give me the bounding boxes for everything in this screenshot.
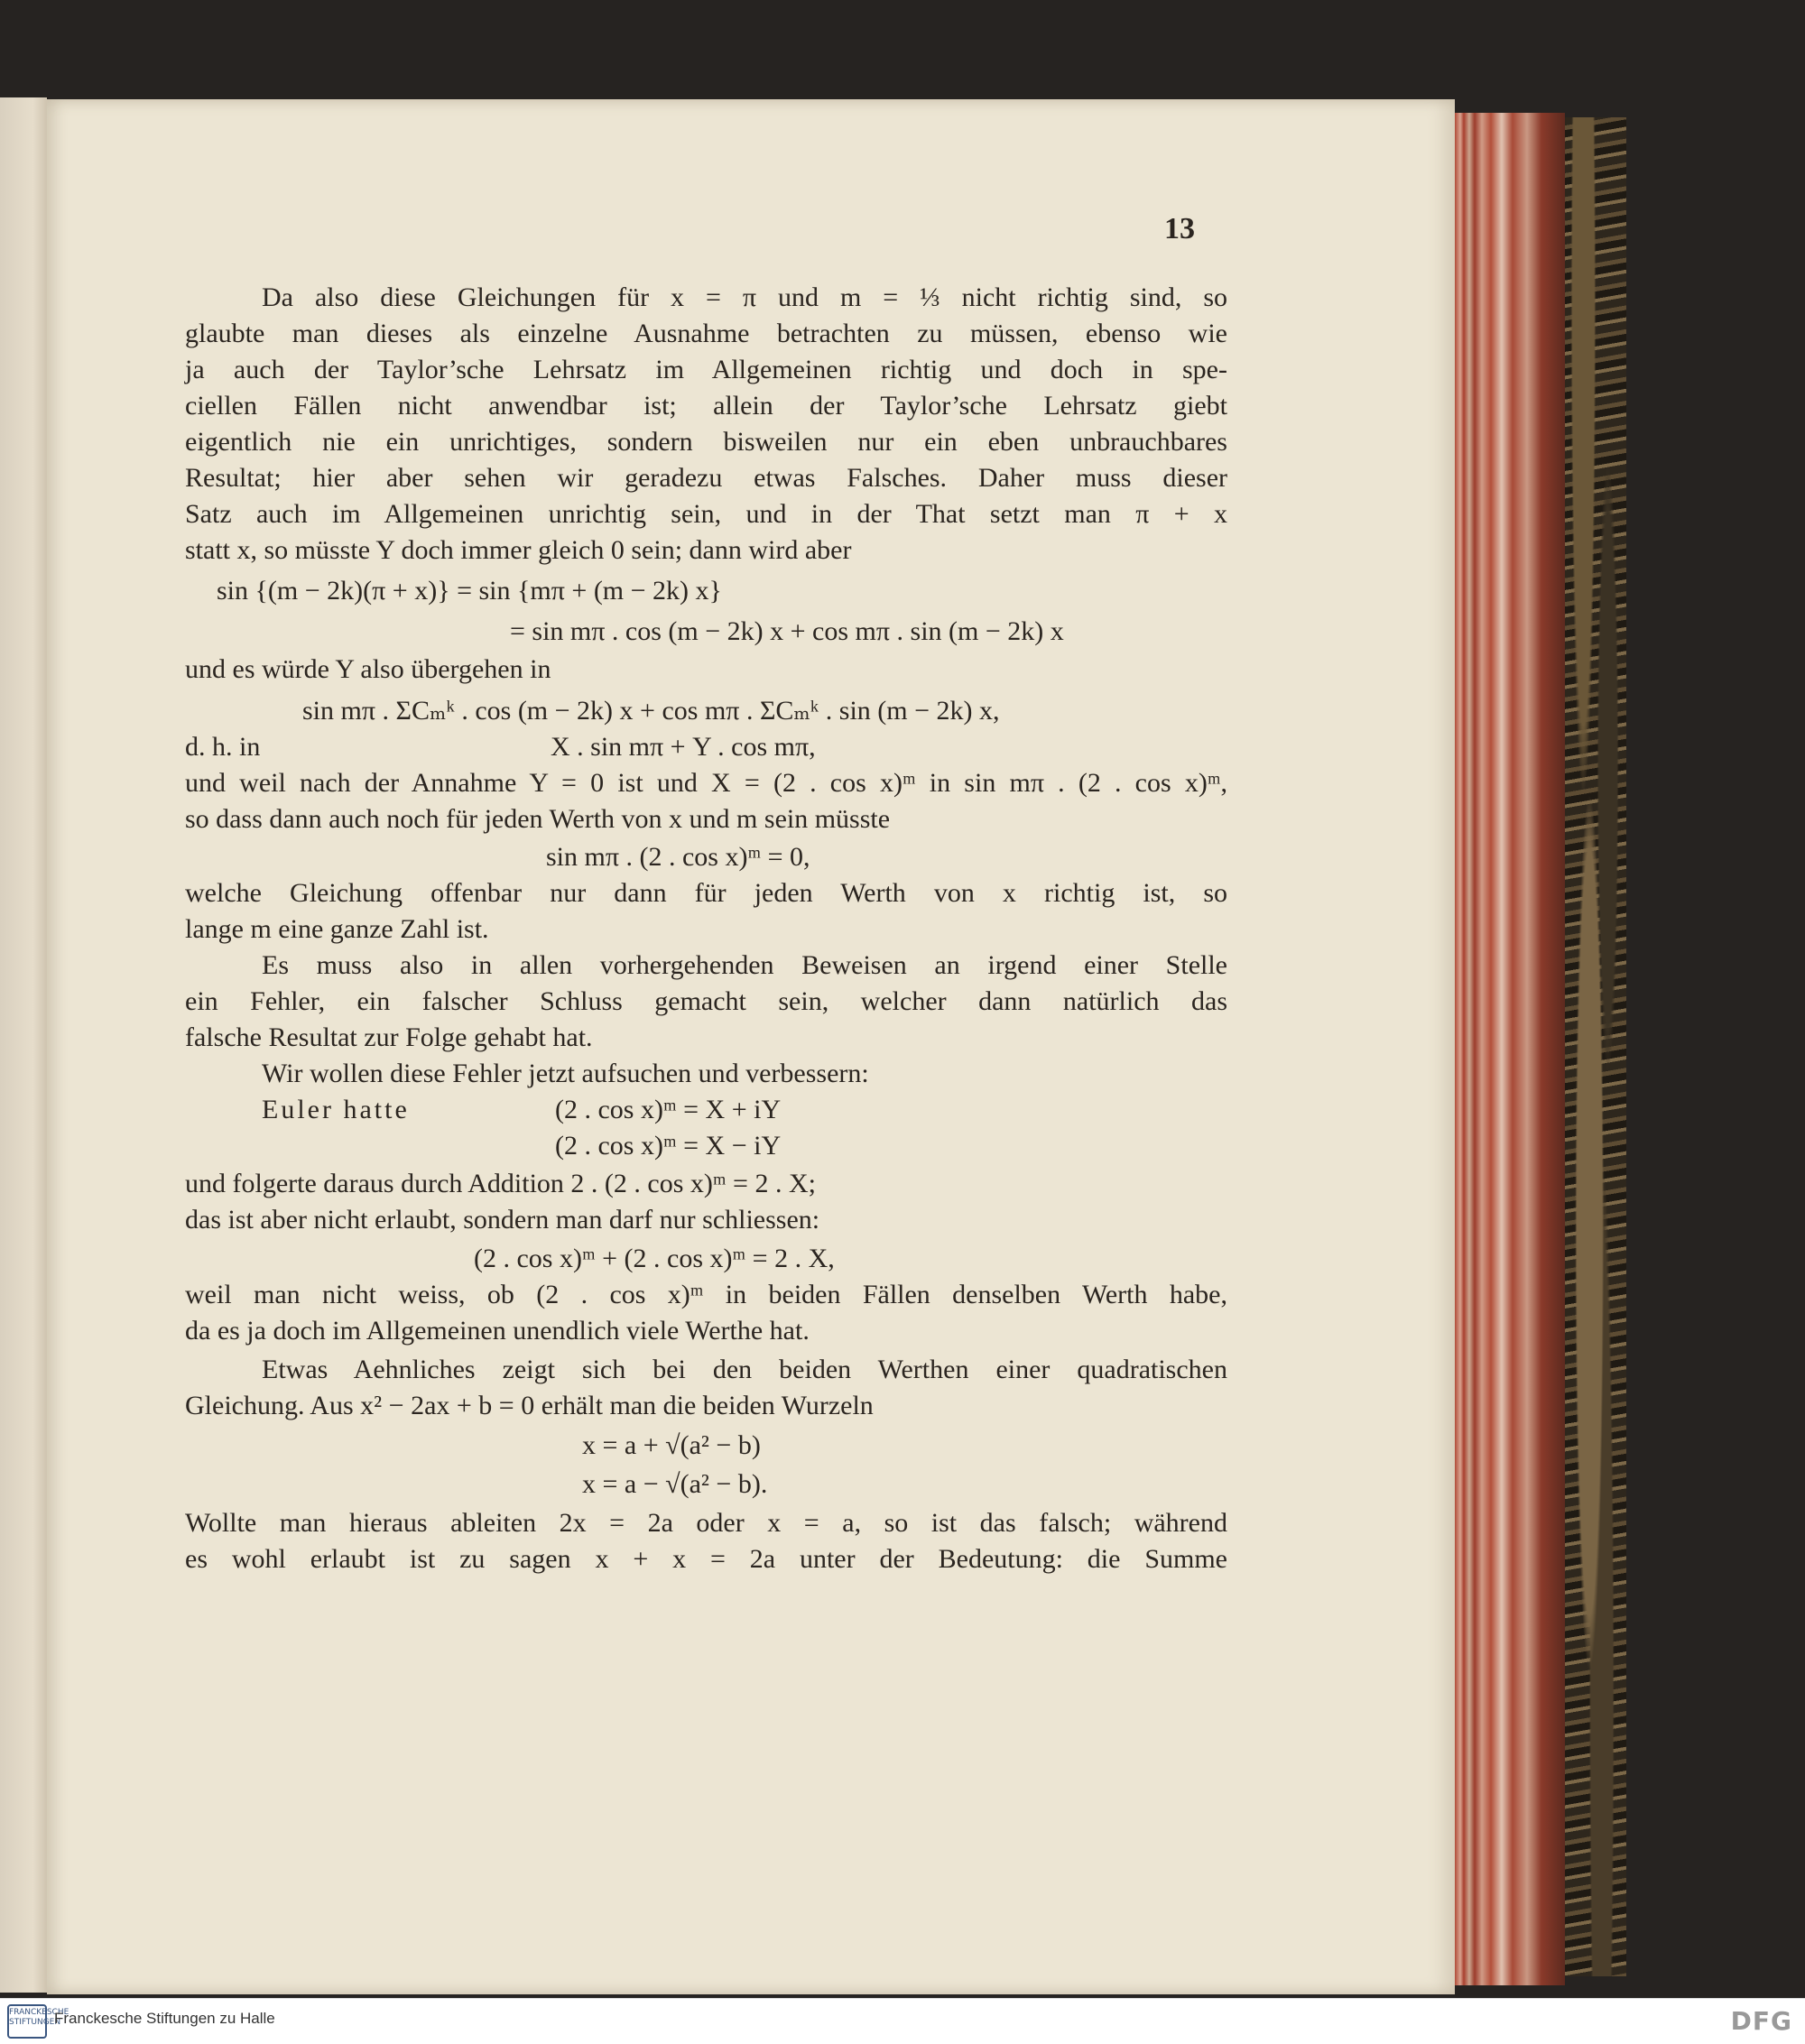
text-line: Etwas Aehnliches zeigt sich bei den beiden Werthen einer quadratischen (262, 1355, 1227, 1384)
text-line: Es muss also in allen vorhergehenden Beweisen an irgend einer Stelle (262, 950, 1227, 980)
text-line: glaubte man dieses als einzelne Ausnahme betrachten zu müssen, ebenso wie (185, 319, 1227, 348)
text-line: d. h. in (185, 732, 261, 762)
equation-line: X . sin mπ + Y . cos mπ, (551, 732, 816, 762)
equation-line: = sin mπ . cos (m − 2k) x + cos mπ . sin (m − 2k) x (510, 616, 1064, 646)
marbled-cover (1565, 117, 1626, 1976)
text-line: da es ja doch im Allgemeinen unendlich viele Werthe hat. (185, 1316, 810, 1346)
institution-name: Franckesche Stiftungen zu Halle (54, 2010, 275, 2027)
equation-line: (2 . cos x)ᵐ = X + iY (555, 1095, 782, 1124)
text-line: ja auch der Taylor’sche Lehrsatz im Allgemeinen richtig und doch in spe- (185, 355, 1227, 384)
text-line: statt x, so müsste Y doch immer gleich 0 sein; dann wird aber (185, 535, 852, 565)
text-line: lange m eine ganze Zahl ist. (185, 914, 489, 944)
text-line: und es würde Y also übergehen in (185, 654, 551, 684)
text-line: ein Fehler, ein falscher Schluss gemacht sein, welcher dann natürlich das (185, 986, 1227, 1016)
equation-line: (2 . cos x)ᵐ = X − iY (555, 1131, 782, 1161)
text-line: Wollte man hieraus ableiten 2x = 2a oder x = a, so ist das falsch; während (185, 1508, 1227, 1538)
equation-line: (2 . cos x)ᵐ + (2 . cos x)ᵐ = 2 . X, (474, 1244, 835, 1273)
text-line: das ist aber nicht erlaubt, sondern man darf nur schliessen: (185, 1205, 820, 1235)
text-line: eigentlich nie ein unrichtiges, sondern bisweilen nur ein eben unbrauchbares (185, 427, 1227, 457)
institution-logo: FRANCKESCHE STIFTUNGEN (7, 2004, 47, 2039)
equation-line: sin {(m − 2k)(π + x)} = sin {mπ + (m − 2k) x} (217, 576, 722, 606)
text-line: und folgerte daraus durch Addition 2 . (2 . cos x)ᵐ = 2 . X; (185, 1169, 816, 1198)
text-line: Euler hatte (262, 1095, 410, 1124)
dfg-logo: DFG (1730, 2006, 1792, 2036)
text-line: Satz auch im Allgemeinen unrichtig sein, und in der That setzt man π + x (185, 499, 1227, 529)
text-line: welche Gleichung offenbar nur dann für jeden Werth von x richtig ist, so (185, 878, 1227, 908)
text-line: Da also diese Gleichungen für x = π und m = ⅓ nicht richtig sind, so (262, 282, 1227, 312)
text-line: falsche Resultat zur Folge gehabt hat. (185, 1022, 593, 1052)
equation-line: x = a + √(a² − b) (582, 1430, 761, 1460)
text-line: ciellen Fällen nicht anwendbar ist; allein der Taylor’sche Lehrsatz giebt (185, 391, 1227, 421)
viewer-footer (0, 1998, 1805, 2044)
equation-line: sin mπ . ΣCₘᵏ . cos (m − 2k) x + cos mπ . ΣCₘᵏ . sin (m − 2k) x, (302, 696, 1000, 726)
page-block-edges (1455, 113, 1565, 1985)
text-line: Gleichung. Aus x² − 2ax + b = 0 erhält man die beiden Wurzeln (185, 1391, 874, 1420)
equation-line: sin mπ . (2 . cos x)ᵐ = 0, (546, 842, 810, 872)
facing-page-edge (0, 97, 47, 1993)
text-line: weil man nicht weiss, ob (2 . cos x)ᵐ in beiden Fällen denselben Werth habe, (185, 1280, 1227, 1309)
text-line: und weil nach der Annahme Y = 0 ist und X = (2 . cos x)ᵐ in sin mπ . (2 . cos x)ᵐ, (185, 768, 1227, 798)
text-line: Wir wollen diese Fehler jetzt aufsuchen und verbessern: (262, 1059, 869, 1088)
text-line: so dass dann auch noch für jeden Werth von x und m sein müsste (185, 804, 891, 834)
equation-line: x = a − √(a² − b). (582, 1469, 768, 1499)
text-line: es wohl erlaubt ist zu sagen x + x = 2a unter der Bedeutung: die Summe (185, 1544, 1227, 1574)
text-line: Resultat; hier aber sehen wir geradezu etwas Falsches. Daher muss dieser (185, 463, 1227, 493)
page-number: 13 (1164, 212, 1195, 245)
